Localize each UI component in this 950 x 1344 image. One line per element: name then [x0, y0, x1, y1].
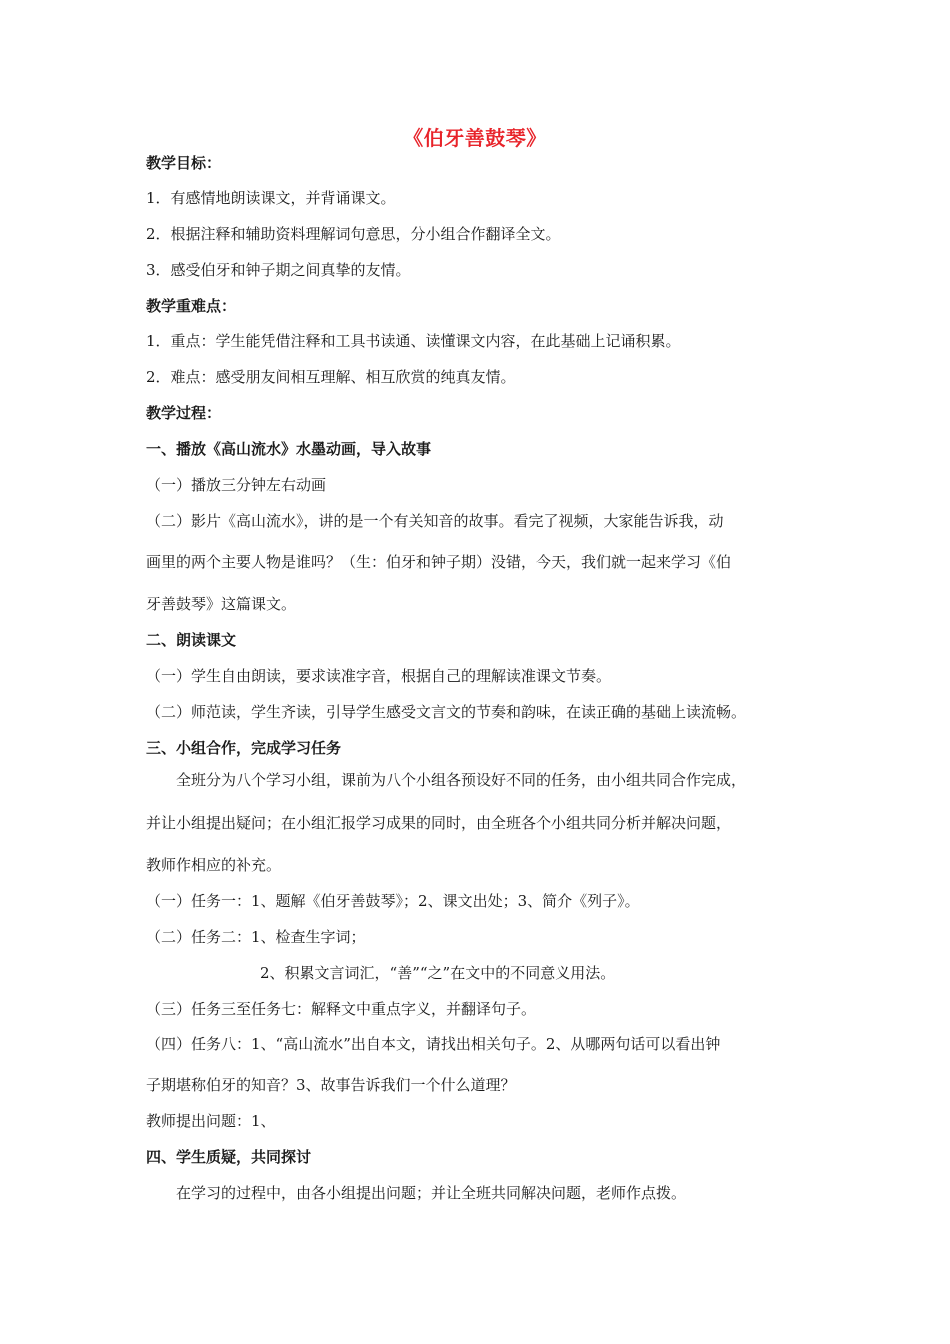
section1-line: （一）播放三分钟左右动画: [146, 476, 327, 494]
section2-line: （二）师范读，学生齐读，引导学生感受文言文的节奏和韵味，在读正确的基础上读流畅。: [146, 703, 747, 721]
task-line: （三）任务三至任务七：解释文中重点字义，并翻译句子。: [146, 1000, 537, 1018]
section3-para-line: 全班分为八个学习小组，课前为八个小组各预设好不同的任务，由小组共同合作完成，: [176, 771, 747, 789]
goal-item: 1．有感情地朗读课文，并背诵课文。: [146, 189, 396, 207]
process-heading: 教学过程：: [146, 404, 222, 422]
section1-line: （二）影片《高山流水》，讲的是一个有关知音的故事。看完了视频，大家能告诉我，动: [146, 512, 724, 530]
keypoint-item: 1．重点：学生能凭借注释和工具书读通、读懂课文内容，在此基础上记诵积累。: [146, 332, 681, 350]
task-line: 2、积累文言词汇，“善”“之”在文中的不同意义用法。: [260, 964, 616, 982]
task-line: （一）任务一：1、题解《伯牙善鼓琴》；2、课文出处；3、简介《列子》。: [146, 892, 640, 910]
section3-para-line: 教师作相应的补充。: [146, 856, 282, 874]
goal-item: 3．感受伯牙和钟子期之间真挚的友情。: [146, 261, 411, 279]
section2-line: （一）学生自由朗读，要求读准字音，根据自己的理解读准课文节奏。: [146, 667, 612, 685]
task-line: （二）任务二：1、检查生字词；: [146, 928, 366, 946]
task-line: 子期堪称伯牙的知音？3、故事告诉我们一个什么道理？: [146, 1076, 516, 1094]
document-title: 《伯牙善鼓琴》: [403, 126, 547, 150]
task-line: （四）任务八：1、“高山流水”出自本文，请找出相关句子。2、从哪两句话可以看出钟: [146, 1035, 721, 1053]
section4-heading: 四、学生质疑，共同探讨: [146, 1148, 312, 1166]
section3-para-line: 并让小组提出疑问；在小组汇报学习成果的同时，由全班各个小组共同分析并解决问题，: [146, 814, 732, 832]
section1-line: 画里的两个主要人物是谁吗？（生：伯牙和钟子期）没错，今天，我们就一起来学习《伯: [146, 553, 732, 571]
goals-heading: 教学目标：: [146, 154, 222, 172]
section4-para: 在学习的过程中，由各小组提出问题；并让全班共同解决问题，老师作点拨。: [176, 1184, 687, 1202]
section2-heading: 二、朗读课文: [146, 631, 237, 649]
section3-heading: 三、小组合作，完成学习任务: [146, 739, 342, 757]
teacher-question-line: 教师提出问题：1、: [146, 1112, 276, 1130]
section1-heading: 一、播放《高山流水》水墨动画，导入故事: [146, 440, 432, 458]
goal-item: 2．根据注释和辅助资料理解词句意思，分小组合作翻译全文。: [146, 225, 561, 243]
section1-line: 牙善鼓琴》这篇课文。: [146, 595, 297, 613]
keypoints-heading: 教学重难点：: [146, 297, 237, 315]
keypoint-item: 2．难点：感受朋友间相互理解、相互欣赏的纯真友情。: [146, 368, 516, 386]
